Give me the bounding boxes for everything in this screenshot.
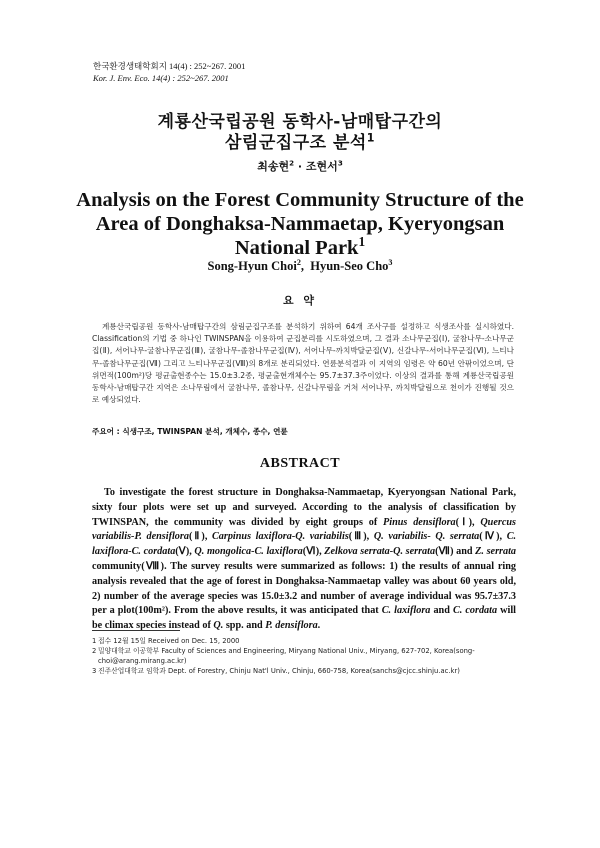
abstract-text: (Ⅰ), [455,516,481,528]
species-name: Q. variabilis- Q. serrata [373,531,480,543]
species-name: Q. [213,620,224,632]
korean-authors [0,158,600,174]
journal-citation [93,60,245,84]
footnote-text: 진주산업대학교 임학과 Dept. of Forestry, Chinju Nat'l Univ., Chinju, 660-758, Korea(sanchs@cjcc.shinju.ac.kr) [98,667,460,675]
abstract-text: and [430,605,453,617]
abstract-text: . [317,620,321,632]
english-title-footnote-marker: 1 [358,234,366,250]
species-name: Carpinus laxiflora-Q. variabilis [211,531,349,543]
abstract-heading: ABSTRACT [259,456,341,471]
korean-abstract: 계룡산국립공원 동학사-남매탑구간의 삼림군집구조를 분석하기 위하여 64개 조사구를 설정하고 식생조사를 실시하였다. Classification의 기법 중 하나인 TWINSPAN을 이용하여 군집분리를 시도하였으며, 그 결과 소나무군집(Ⅰ), 굴참나무-소나무군집(Ⅱ), 서어나무-굴참나무군집(Ⅲ), 굴참나무-졸참나무군집(Ⅳ), 서어나무-까치박달군집(Ⅴ), 신갈나무-서어나무군집(Ⅵ), 느티나무-졸참나무군집(Ⅶ) 그리고 느티나무군집(Ⅷ)의 8개로 분리되었다. 연륜분석결과 이 지역의 임령은 약 60년 안팎이었으며, 단위면적(100m²)당 평균출현종수는 15.0±3.2종, 평균출현개체수는 95.7±37.3주이었다. 이상의 결과를 통해 계룡산국립공원 동학사-남매탑구간 지역은 소나무림에서 굴참나무, 졸참나무, 신갈나무림을 거쳐 서어나무, 까치박달림으로 천이가 진행될 것으로 예상되었다. [92,322,514,405]
keywords: 주요어 : 식생구조, TWINSPAN 분석, 개체수, 종수, 연륜 [92,427,288,436]
korean-author-separator: · [294,160,306,173]
species-name: Q. mongolica-C. laxiflora [194,546,303,558]
english-title [60,188,540,260]
english-title-line1: Analysis on the Forest Community Structure of the [76,189,524,211]
species-name: Zelkova serrata-Q. serrata [324,546,436,558]
english-title-line2: Area of Donghaksa-Nammaetap, Kyeryongsan [95,213,505,235]
abstract-text: (Ⅲ), [348,531,374,543]
english-author-2-marker: 3 [388,257,393,267]
abstract-text: (Ⅵ), [302,546,325,558]
korean-title-line1: 계룡산국립공원 동학사-남매탑구간의 [157,112,443,132]
english-title-line3-text: National Park [234,237,359,259]
footnote-divider [92,630,180,631]
species-name: Pinus densiflora [383,516,456,528]
species-name: C. cordata [452,605,498,617]
korean-author-1: 최송현 [257,160,290,173]
footnote-text: 밀양대학교 이공학부 Faculty of Sciences and Engineering, Miryang National Univ., Miryang, 627-702, Korea(song-choi@arang.mirang.ac.kr) [98,647,475,665]
korean-author-1-marker: 2 [289,158,295,168]
footnote-text: 접수 12월 15일 Received on Dec. 15, 2000 [98,637,240,645]
english-title-line3 [60,236,540,260]
species-name: P. densiflora [265,620,318,632]
species-name: C. laxiflora [381,605,431,617]
english-author-separator: , [300,259,311,273]
korean-author-2: 조현서 [305,160,338,173]
english-authors [0,259,600,274]
footnote [92,646,522,666]
footnote [92,666,522,676]
abstract-text: will be climax species instead of [92,605,516,632]
english-author-1-marker: 2 [296,257,301,267]
abstract-text: community(Ⅷ). The survey results were summarized as follows: 1) the results of annual ring analysis revealed that the age of forest in Donghaksa-Nammaetap valley was about 60 years old, 2) number of the average species was 15.0±3.2 and number of average individual was 95.7±37.3 per a plot(100m²). From the above results, it was anticipated that [92,560,516,617]
footnote-number: 1 [92,637,97,645]
footnote [92,636,522,646]
english-abstract [92,486,516,634]
english-author-1: Song-Hyun Choi [207,259,297,273]
abstract-text: To investigate the forest structure in Donghaksa-Nammaetap, Kyeryongsan National Park, sixty four plots were set up and surveyed. According to the analysis of classification by TWINSPAN, the community was divided by eight groups of [92,487,516,528]
korean-title-line2-text: 삼림군집구조 분석 [225,133,367,153]
footnote-number: 3 [92,667,97,675]
journal-citation-korean: 한국환경생태학회지 14(4) : 252~267. 2001 [93,61,246,71]
species-name: C. laxiflora-C. cordata [92,531,517,558]
abstract-text: (Ⅴ), [175,546,195,558]
journal-citation-english: Kor. J. Env. Eco. 14(4) : 252~267. 2001 [93,73,229,83]
abstract-text: (Ⅶ) and [435,546,476,558]
abstract-text: spp. and [223,620,266,632]
species-name: Quercus variabilis-P. densiflora [92,516,516,543]
abstract-text: (Ⅳ), [479,531,507,543]
korean-title-line2 [0,133,600,154]
korean-author-2-marker: 3 [337,158,343,168]
species-name: Z. serrata [475,546,517,558]
korean-abstract-heading: 요 약 [282,294,318,307]
english-author-2: Hyun-Seo Cho [310,259,389,273]
footnotes [92,636,522,676]
abstract-text: (Ⅱ), [188,531,212,543]
korean-title [0,112,600,154]
footnote-number: 2 [92,647,97,655]
korean-title-footnote-marker: 1 [366,131,375,145]
